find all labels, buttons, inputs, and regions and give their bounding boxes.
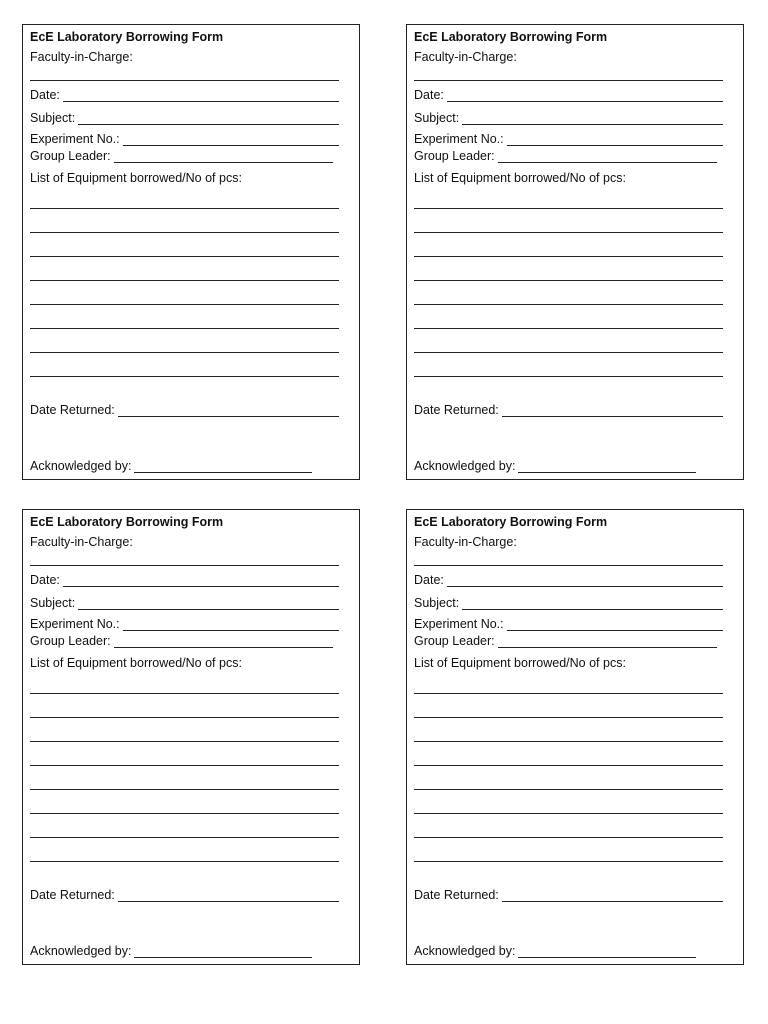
equipment-line[interactable] bbox=[414, 208, 723, 209]
form-title: EcE Laboratory Borrowing Form bbox=[414, 515, 608, 529]
subject-label: Subject: bbox=[30, 111, 76, 125]
group-leader-line[interactable] bbox=[114, 636, 333, 648]
experiment-label: Experiment No.: bbox=[30, 132, 120, 146]
group-leader-label: Group Leader: bbox=[414, 634, 495, 648]
form-title: EcE Laboratory Borrowing Form bbox=[30, 30, 224, 44]
date-returned-label: Date Returned: bbox=[414, 888, 499, 902]
experiment-row bbox=[30, 617, 339, 631]
date-line[interactable] bbox=[447, 90, 723, 102]
subject-label: Subject: bbox=[414, 596, 460, 610]
equipment-line[interactable] bbox=[414, 304, 723, 305]
borrowing-form bbox=[22, 509, 360, 965]
equipment-line[interactable] bbox=[414, 328, 723, 329]
equipment-label: List of Equipment borrowed/No of pcs: bbox=[30, 656, 242, 670]
group-leader-line[interactable] bbox=[498, 151, 717, 163]
date-returned-label: Date Returned: bbox=[30, 888, 115, 902]
equipment-line[interactable] bbox=[414, 765, 723, 766]
date-line[interactable] bbox=[447, 575, 723, 587]
experiment-row bbox=[30, 132, 339, 146]
date-returned-row bbox=[414, 888, 723, 902]
date-line[interactable] bbox=[63, 90, 339, 102]
acknowledged-line[interactable] bbox=[134, 461, 312, 473]
acknowledged-label: Acknowledged by: bbox=[414, 944, 516, 958]
borrowing-form bbox=[406, 24, 744, 480]
equipment-line[interactable] bbox=[30, 232, 339, 233]
date-label: Date: bbox=[414, 88, 444, 102]
faculty-label: Faculty-in-Charge: bbox=[414, 50, 517, 64]
acknowledged-label: Acknowledged by: bbox=[30, 459, 132, 473]
equipment-line[interactable] bbox=[414, 741, 723, 742]
date-returned-label: Date Returned: bbox=[30, 403, 115, 417]
experiment-label: Experiment No.: bbox=[414, 132, 504, 146]
subject-row bbox=[30, 111, 339, 125]
subject-label: Subject: bbox=[414, 111, 460, 125]
faculty-label: Faculty-in-Charge: bbox=[30, 50, 133, 64]
acknowledged-line[interactable] bbox=[518, 461, 696, 473]
group-leader-label: Group Leader: bbox=[414, 149, 495, 163]
equipment-line[interactable] bbox=[414, 717, 723, 718]
equipment-line[interactable] bbox=[414, 813, 723, 814]
borrowing-form bbox=[406, 509, 744, 965]
group-leader-label: Group Leader: bbox=[30, 149, 111, 163]
acknowledged-row bbox=[414, 944, 723, 958]
equipment-line[interactable] bbox=[30, 765, 339, 766]
experiment-row bbox=[414, 617, 723, 631]
equipment-line[interactable] bbox=[30, 813, 339, 814]
date-returned-row bbox=[30, 888, 339, 902]
equipment-line[interactable] bbox=[414, 232, 723, 233]
date-label: Date: bbox=[414, 573, 444, 587]
equipment-line[interactable] bbox=[414, 861, 723, 862]
borrowing-form bbox=[22, 24, 360, 480]
equipment-line[interactable] bbox=[30, 304, 339, 305]
experiment-label: Experiment No.: bbox=[30, 617, 120, 631]
equipment-line[interactable] bbox=[30, 837, 339, 838]
date-label: Date: bbox=[30, 573, 60, 587]
experiment-label: Experiment No.: bbox=[414, 617, 504, 631]
group-leader-line[interactable] bbox=[498, 636, 717, 648]
group-leader-row bbox=[30, 634, 333, 648]
equipment-line[interactable] bbox=[30, 352, 339, 353]
acknowledged-line[interactable] bbox=[518, 946, 696, 958]
group-leader-line[interactable] bbox=[114, 151, 333, 163]
date-returned-label: Date Returned: bbox=[414, 403, 499, 417]
group-leader-row bbox=[30, 149, 333, 163]
equipment-line[interactable] bbox=[30, 328, 339, 329]
acknowledged-row bbox=[414, 459, 723, 473]
acknowledged-row bbox=[30, 944, 339, 958]
acknowledged-label: Acknowledged by: bbox=[414, 459, 516, 473]
faculty-label: Faculty-in-Charge: bbox=[30, 535, 133, 549]
date-row bbox=[30, 573, 339, 587]
equipment-label: List of Equipment borrowed/No of pcs: bbox=[414, 656, 626, 670]
subject-line[interactable] bbox=[462, 113, 723, 125]
faculty-label: Faculty-in-Charge: bbox=[414, 535, 517, 549]
date-returned-row bbox=[30, 403, 339, 417]
equipment-line[interactable] bbox=[30, 280, 339, 281]
date-returned-line[interactable] bbox=[502, 890, 723, 902]
group-leader-row bbox=[414, 149, 717, 163]
subject-row bbox=[414, 111, 723, 125]
form-title: EcE Laboratory Borrowing Form bbox=[30, 515, 224, 529]
subject-line[interactable] bbox=[78, 113, 339, 125]
faculty-line[interactable] bbox=[414, 565, 723, 566]
date-label: Date: bbox=[30, 88, 60, 102]
acknowledged-row bbox=[30, 459, 339, 473]
group-leader-label: Group Leader: bbox=[30, 634, 111, 648]
experiment-line[interactable] bbox=[123, 619, 339, 631]
subject-line[interactable] bbox=[462, 598, 723, 610]
date-row bbox=[30, 88, 339, 102]
equipment-line[interactable] bbox=[30, 693, 339, 694]
experiment-line[interactable] bbox=[123, 134, 339, 146]
group-leader-row bbox=[414, 634, 717, 648]
date-returned-row bbox=[414, 403, 723, 417]
faculty-line[interactable] bbox=[30, 565, 339, 566]
subject-line[interactable] bbox=[78, 598, 339, 610]
form-title: EcE Laboratory Borrowing Form bbox=[414, 30, 608, 44]
equipment-line[interactable] bbox=[414, 376, 723, 377]
equipment-line[interactable] bbox=[30, 376, 339, 377]
equipment-line[interactable] bbox=[30, 861, 339, 862]
date-returned-line[interactable] bbox=[118, 405, 339, 417]
faculty-line[interactable] bbox=[30, 80, 339, 81]
equipment-label: List of Equipment borrowed/No of pcs: bbox=[30, 171, 242, 185]
equipment-line[interactable] bbox=[30, 208, 339, 209]
equipment-line[interactable] bbox=[414, 352, 723, 353]
faculty-line[interactable] bbox=[414, 80, 723, 81]
date-returned-line[interactable] bbox=[502, 405, 723, 417]
equipment-line[interactable] bbox=[414, 789, 723, 790]
subject-row bbox=[414, 596, 723, 610]
equipment-line[interactable] bbox=[414, 256, 723, 257]
experiment-line[interactable] bbox=[507, 134, 723, 146]
subject-label: Subject: bbox=[30, 596, 76, 610]
subject-row bbox=[30, 596, 339, 610]
date-line[interactable] bbox=[63, 575, 339, 587]
date-row bbox=[414, 573, 723, 587]
equipment-line[interactable] bbox=[30, 789, 339, 790]
acknowledged-label: Acknowledged by: bbox=[30, 944, 132, 958]
date-returned-line[interactable] bbox=[118, 890, 339, 902]
date-row bbox=[414, 88, 723, 102]
equipment-line[interactable] bbox=[30, 717, 339, 718]
equipment-line[interactable] bbox=[414, 693, 723, 694]
equipment-label: List of Equipment borrowed/No of pcs: bbox=[414, 171, 626, 185]
equipment-line[interactable] bbox=[414, 280, 723, 281]
equipment-line[interactable] bbox=[30, 741, 339, 742]
experiment-line[interactable] bbox=[507, 619, 723, 631]
experiment-row bbox=[414, 132, 723, 146]
acknowledged-line[interactable] bbox=[134, 946, 312, 958]
equipment-line[interactable] bbox=[414, 837, 723, 838]
equipment-line[interactable] bbox=[30, 256, 339, 257]
